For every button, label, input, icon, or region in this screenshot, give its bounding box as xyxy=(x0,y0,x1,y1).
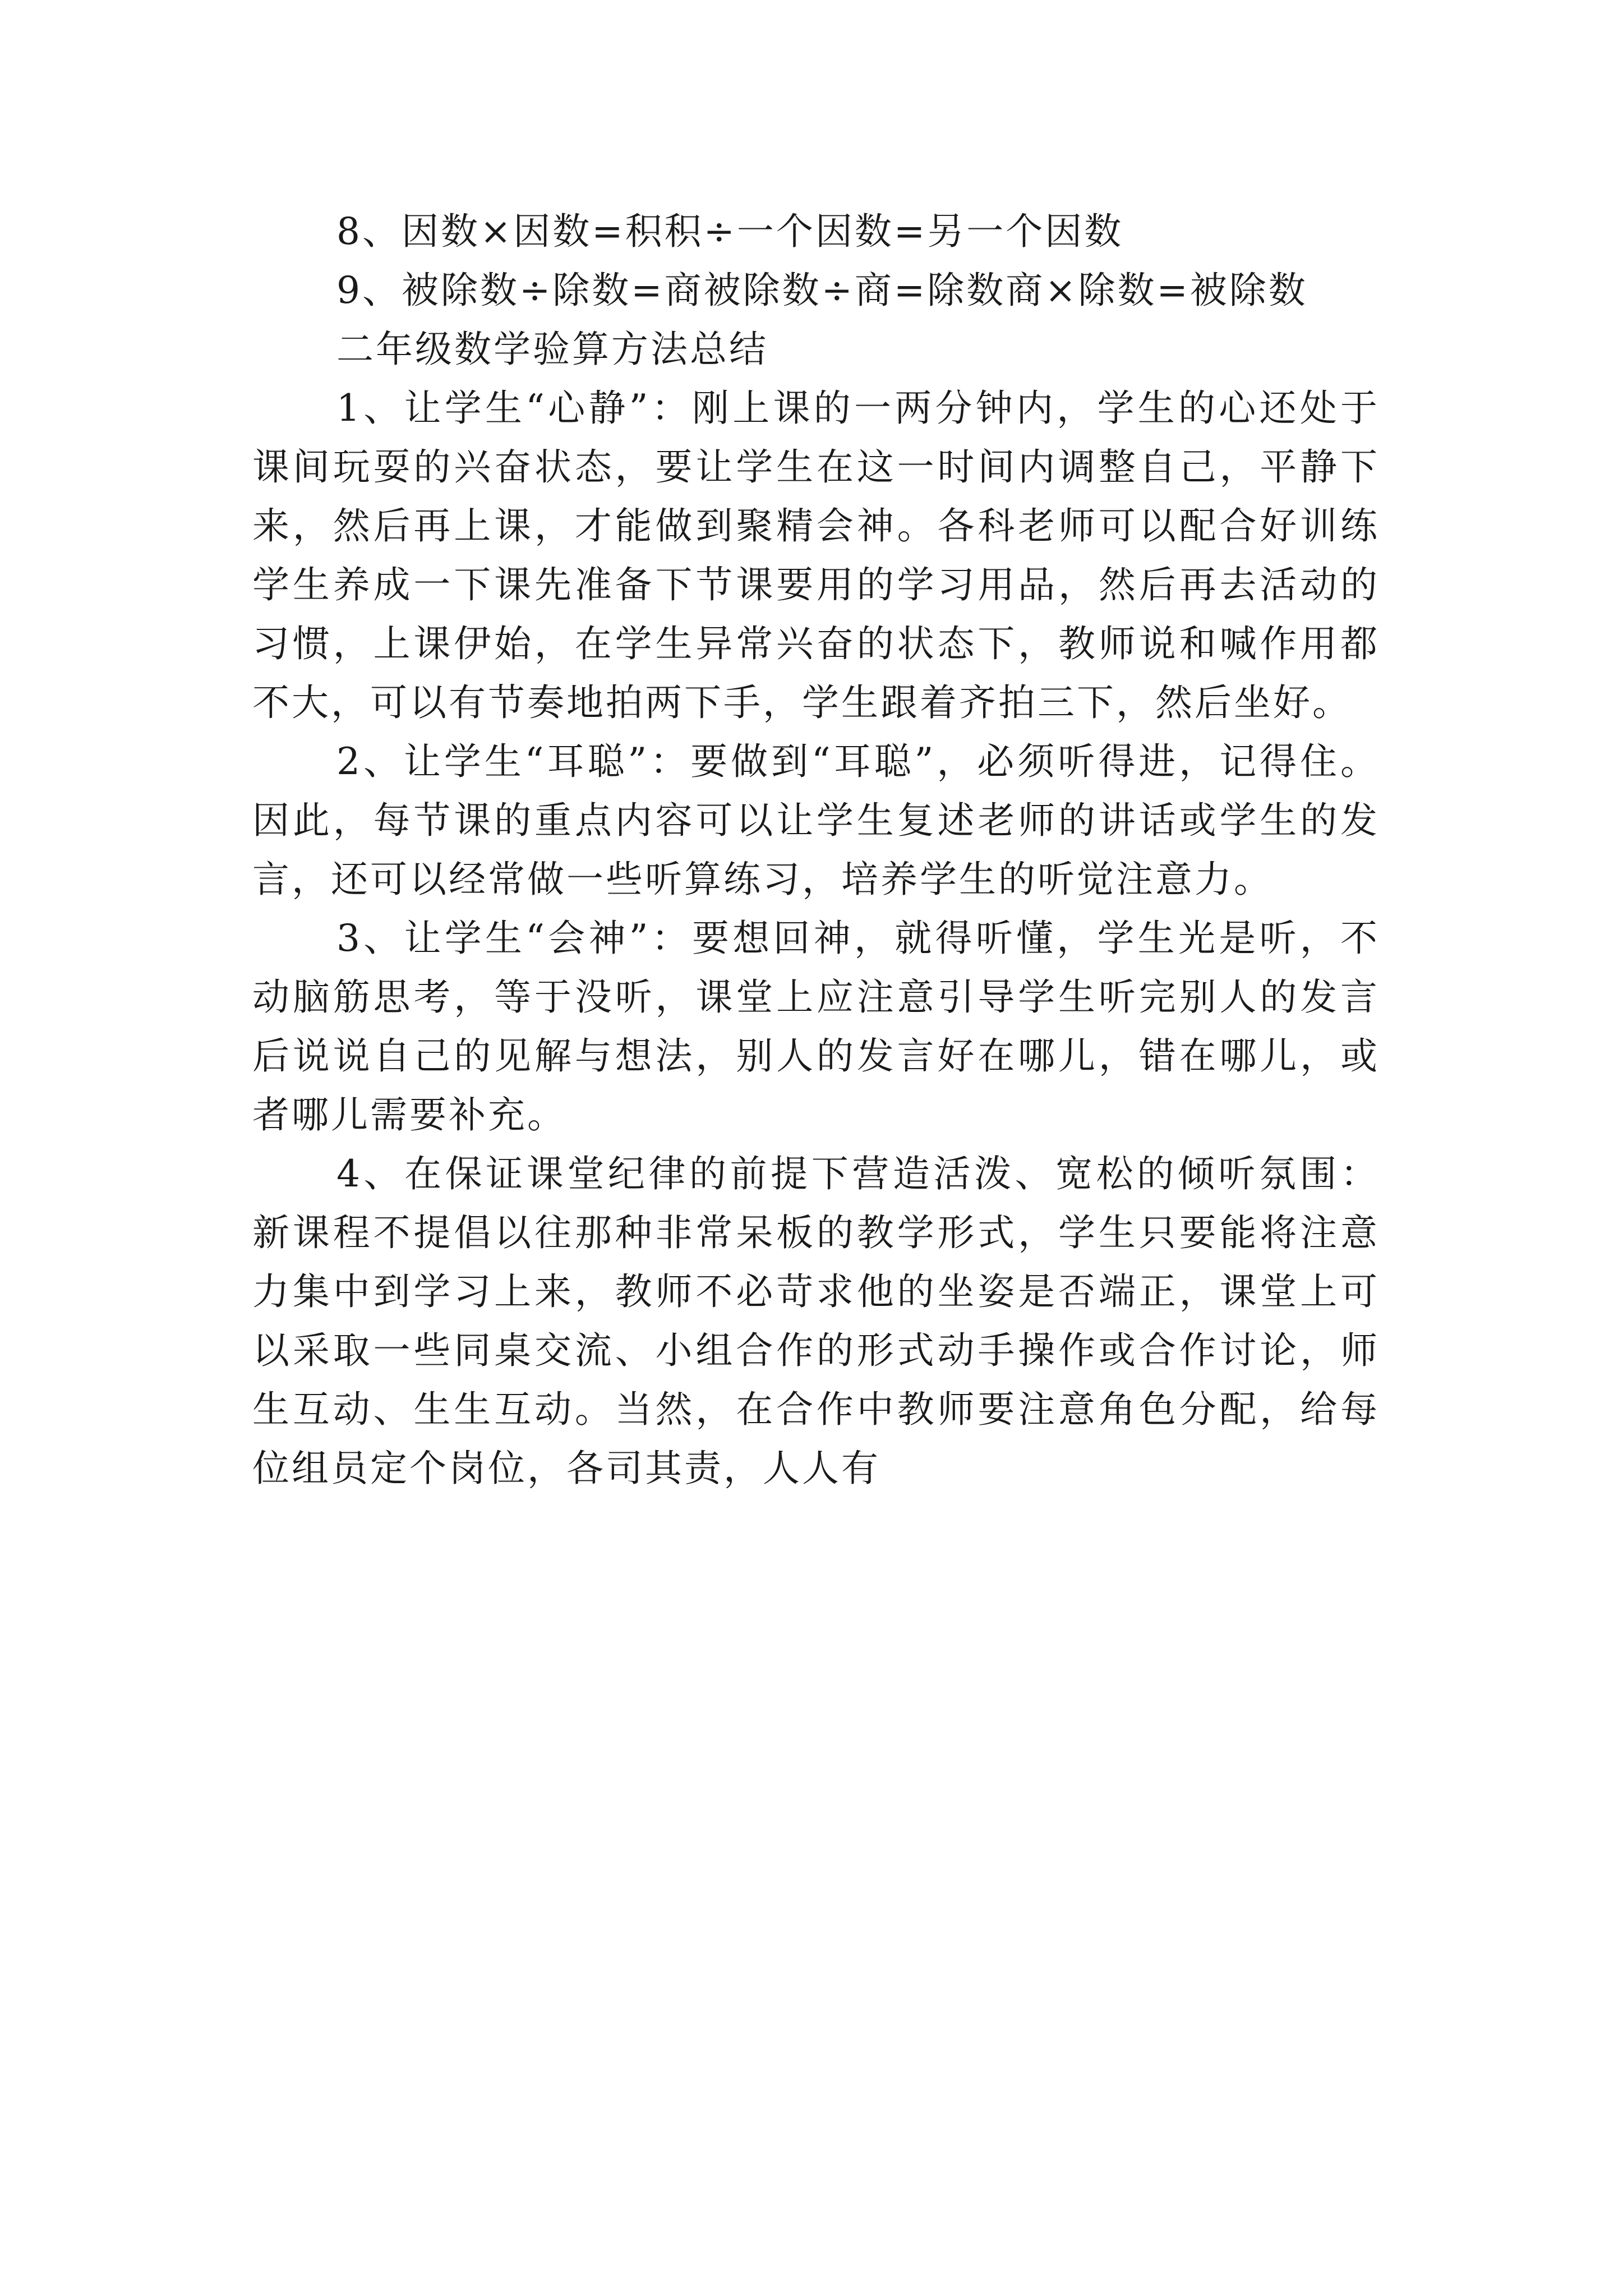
paragraph-3: 3、让学生“会神”：要想回神，就得听懂，学生光是听，不动脑筋思考，等于没听，课堂上应注意引导学生听完别人的发言后说说自己的见解与想法，别人的发言好在哪儿，错在哪儿，或者哪儿需要补充。 xyxy=(252,917,1380,1137)
document-body xyxy=(252,202,1380,1498)
paragraph-4: 4、在保证课堂纪律的前提下营造活泼、宽松的倾听氛围：新课程不提倡以往那种非常呆板的教学形式，学生只要能将注意力集中到学习上来，教师不必苛求他的坐姿是否端正，课堂上可以采取一些同桌交流、小组合作的形式动手操作或合作讨论，师生互动、生生互动。当然，在合作中教师要注意角色分配，给每位组员定个岗位，各司其责，人人有 xyxy=(252,1152,1380,1490)
section-heading: 二年级数学验算方法总结 xyxy=(336,328,768,371)
paragraph-1: 1、让学生“心静”：刚上课的一两分钟内，学生的心还处于课间玩耍的兴奋状态，要让学生在这一时间内调整自己，平静下来，然后再上课，才能做到聚精会神。各科老师可以配合好训练学生养成一下课先准备下节课要用的学习用品，然后再去活动的习惯，上课伊始，在学生异常兴奋的状态下，教师说和喊作用都不大，可以有节奏地拍两下手，学生跟着齐拍三下，然后坐好。 xyxy=(252,386,1380,724)
formula-line-9: 9、被除数÷除数=商被除数÷商=除数商×除数=被除数 xyxy=(336,269,1308,312)
formula-line-8: 8、因数×因数=积积÷一个因数=另一个因数 xyxy=(336,210,1124,253)
paragraph-2: 2、让学生“耳聪”：要做到“耳聪”，必须听得进，记得住。因此，每节课的重点内容可以让学生复述老师的讲话或学生的发言，还可以经常做一些听算练习，培养学生的听觉注意力。 xyxy=(252,740,1380,901)
